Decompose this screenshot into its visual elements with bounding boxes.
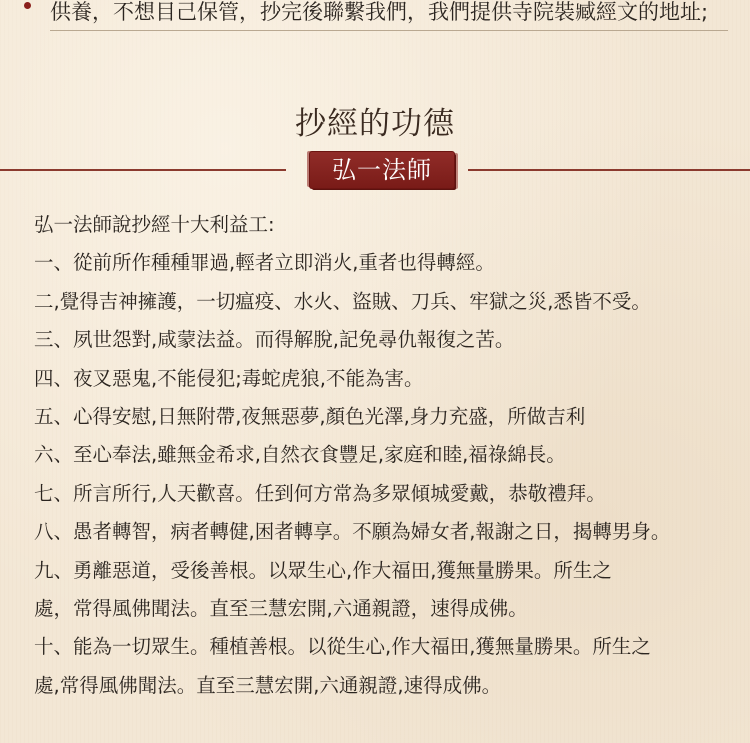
top-note-text: 供養，不想目己保管，抄完後聯繫我們，我們提供寺院裝臧經文的地址; [50, 0, 709, 24]
section-title: 抄經的功德 [295, 106, 455, 142]
list-item: 八、愚者轉智，病者轉健,困者轉享。不願為婦女者,報謝之日，揭轉男身。 [34, 520, 671, 544]
divider-left [0, 169, 286, 171]
top-note [0, 0, 750, 36]
list-item: 二,覺得吉神擁護，一切瘟疫、水火、盜賊、刀兵、牢獄之災,悉皆不受。 [34, 289, 651, 313]
author-badge: 弘一法師 [310, 152, 454, 188]
bullet-icon [24, 2, 31, 9]
list-item: 四、夜叉惡鬼,不能侵犯;毒蛇虎狼,不能為害。 [34, 366, 424, 390]
list-item-continuation: 處，常得風佛聞法。直至三慧宏開,六通親證，速得成佛。 [34, 596, 528, 620]
divider-right [468, 169, 750, 171]
list-item-continuation: 處,常得風佛聞法。直至三慧宏開,六通親證,速得成佛。 [34, 673, 502, 697]
top-underline [50, 30, 728, 31]
list-item: 七、所言所行,人天歡喜。任到何方常為多眾傾城愛戴，恭敬禮拜。 [34, 481, 606, 505]
list-item: 一、從前所作種種罪過,輕者立即消火,重者也得轉經。 [34, 251, 495, 275]
list-item: 三、夙世怨對,咸蒙法益。而得解脫,記免尋仇報復之苦。 [34, 328, 515, 352]
list-item: 五、心得安慰,日無附帶,夜無惡夢,顏色光澤,身力充盛，所做吉利 [34, 404, 586, 428]
list-item: 六、至心奉法,雖無金希求,自然衣食豐足,家庭和睦,福祿綿長。 [34, 443, 566, 467]
list-item: 十、能為一切眾生。種植善根。以從生心,作大福田,獲無量勝果。所生之 [34, 635, 651, 659]
intro-line: 弘一法師說抄經十大利益工: [34, 213, 275, 236]
merit-list [34, 206, 734, 705]
list-item: 九、勇離惡道，受後善根。以眾生心,作大福田,獲無量勝果。所生之 [34, 558, 612, 582]
